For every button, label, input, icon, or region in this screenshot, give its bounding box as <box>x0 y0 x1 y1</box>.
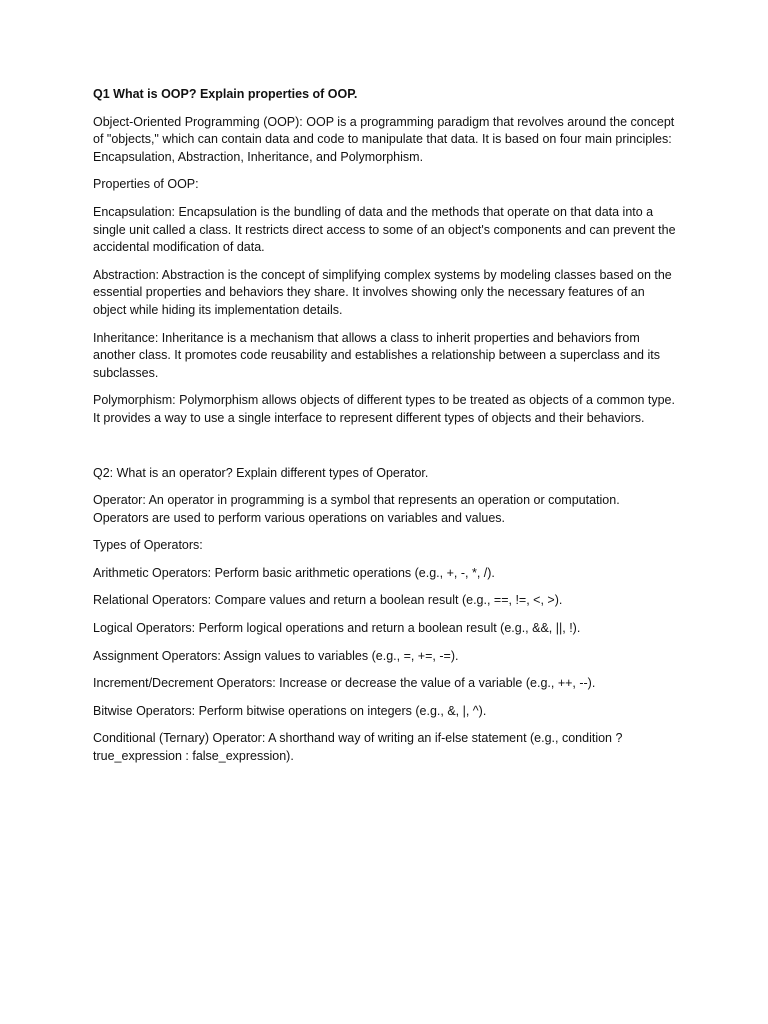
q1-intro-paragraph: Object-Oriented Programming (OOP): OOP is a programming paradigm that revolves around the concept of "objects," which can contain data and code to manipulate that data. It is based on four main principles: Encapsulation, Abstraction, Inheritance, and Polymorphism. <box>93 114 675 164</box>
section-spacer <box>93 438 678 465</box>
assignment-operators-item: Assignment Operators: Assign values to variables (e.g., =, +=, -=). <box>93 648 459 663</box>
document-page <box>93 86 678 776</box>
relational-operators-item: Relational Operators: Compare values and return a boolean result (e.g., ==, !=, <, >). <box>93 593 563 608</box>
inheritance-paragraph: Inheritance: Inheritance is a mechanism that allows a class to inherit properties and behaviors from another class. It promotes code reusability and establishes a relationship between a superclass and its subclasses. <box>93 330 660 380</box>
q2-intro-paragraph: Operator: An operator in programming is a symbol that represents an operation or computation. Operators are used to perform various operations on variables and values. <box>93 493 620 525</box>
bitwise-operators-item: Bitwise Operators: Perform bitwise operations on integers (e.g., &, |, ^). <box>93 703 487 718</box>
abstraction-paragraph: Abstraction: Abstraction is the concept of simplifying complex systems by modeling classes based on the essential properties and behaviors they share. It involves showing only the necessary features of an object while hiding its implementation details. <box>93 267 672 317</box>
logical-operators-item: Logical Operators: Perform logical operations and return a boolean result (e.g., &&, ||, !). <box>93 621 581 636</box>
q2-title: Q2: What is an operator? Explain different types of Operator. <box>93 465 429 480</box>
polymorphism-paragraph: Polymorphism: Polymorphism allows objects of different types to be treated as objects of a common type. It provides a way to use a single interface to represent different types of objects and their behaviors. <box>93 393 675 425</box>
q2-types-heading: Types of Operators: <box>93 538 203 553</box>
conditional-operator-item: Conditional (Ternary) Operator: A shorthand way of writing an if-else statement (e.g., condition ? true_expression : false_expression). <box>93 731 623 764</box>
increment-decrement-operators-item: Increment/Decrement Operators: Increase or decrease the value of a variable (e.g., ++, --). <box>93 676 596 691</box>
q1-properties-heading: Properties of OOP: <box>93 177 199 192</box>
q1-title: Q1 What is OOP? Explain properties of OOP. <box>93 87 358 101</box>
encapsulation-paragraph: Encapsulation: Encapsulation is the bundling of data and the methods that operate on that data into a single unit called a class. It restricts direct access to some of an object's components and can prevent the accidental modification of data. <box>93 204 676 255</box>
arithmetic-operators-item: Arithmetic Operators: Perform basic arithmetic operations (e.g., +, -, *, /). <box>93 565 495 580</box>
